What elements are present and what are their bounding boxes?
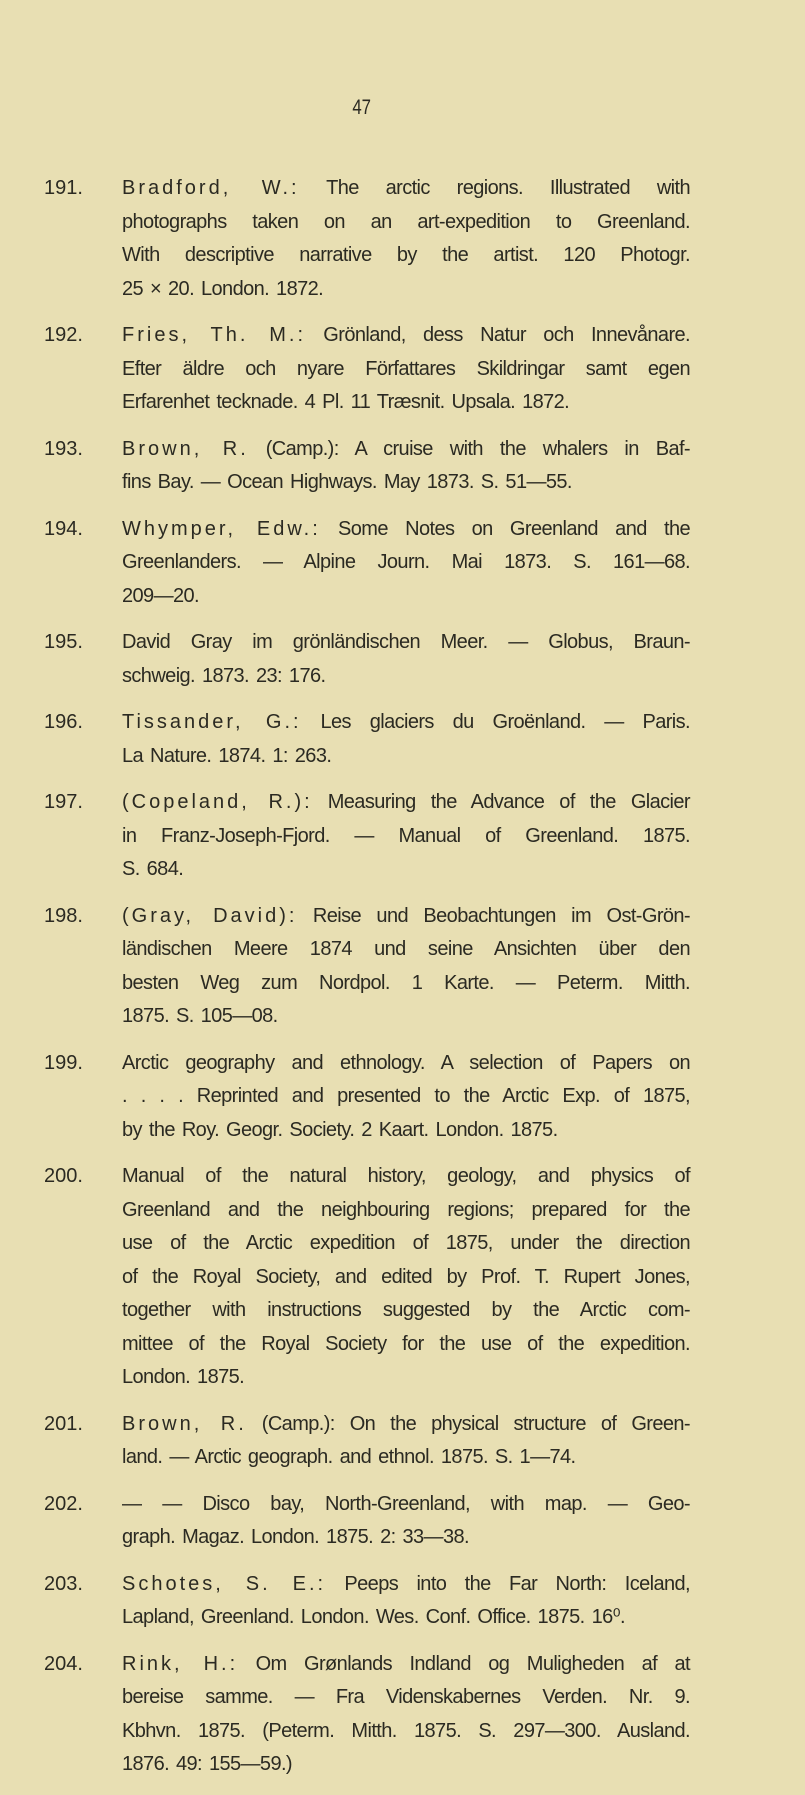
entry-number: 200. (44, 1165, 83, 1187)
entry-number: 192. (44, 324, 83, 346)
entry-line (122, 319, 690, 353)
entry-line (122, 353, 690, 387)
entry-line (122, 1160, 690, 1194)
entry-line (122, 1261, 690, 1295)
entry-text: With descriptive narrative by the artist. 120 Photogr. (122, 244, 690, 266)
entry-author: Rink, H.: (122, 1652, 239, 1675)
entry-text: David Gray im grönländischen Meer. — Globus, Braun- (122, 631, 690, 653)
entry-line (122, 626, 690, 660)
entry-line (122, 1227, 690, 1261)
entry-line (122, 1328, 690, 1362)
bibliography-entry (0, 706, 805, 773)
entry-number: 198. (44, 904, 83, 927)
entry-text: Om Grønlands Indland og Muligheden af at (255, 1652, 690, 1675)
entry-text: land. — Arctic geograph. and ethnol. 1875. S. 1—74. (122, 1446, 576, 1468)
entry-line (122, 706, 690, 740)
entry-text: besten Weg zum Nordpol. 1 Karte. — Peterm. Mitth. (122, 971, 690, 994)
entry-line (122, 386, 690, 420)
entry-number: 197. (44, 791, 83, 813)
entry-number: 194. (44, 517, 83, 540)
entry-text: Greenlanders. — Alpine Journ. Mai 1873. S. 161—68. (122, 551, 690, 573)
bibliography-entry (0, 433, 805, 500)
entry-line (122, 1000, 690, 1034)
entry-text: Some Notes on Greenland and the (338, 517, 690, 540)
entry-text: by the Roy. Geogr. Society. 2 Kaart. London. 1875. (122, 1118, 558, 1141)
entry-text: Les glaciers du Groënland. — Paris. (320, 711, 690, 733)
entry-line (122, 513, 690, 547)
entry-number: 199. (44, 1051, 83, 1074)
entry-text: together with instructions suggested by the Arctic com- (122, 1299, 690, 1321)
entry-line (122, 1715, 690, 1749)
bibliography-entry (0, 1047, 805, 1148)
entry-text: Kbhvn. 1875. (Peterm. Mitth. 1875. S. 297—300. Ausland. (122, 1719, 690, 1742)
entry-author: Fries, Th. M.: (122, 324, 307, 346)
entry-text: Measuring the Advance of the Glacier (327, 791, 690, 813)
entry-text: Arctic geography and ethnology. A selection of Papers on (122, 1051, 690, 1074)
entry-text: La Nature. 1874. 1: 263. (122, 744, 332, 767)
entry-line (122, 786, 690, 820)
entry-text: of the Royal Society, and edited by Prof. T. Rupert Jones, (122, 1265, 690, 1288)
entry-text: . . . . Reprinted and presented to the Arctic Exp. of 1875, (122, 1085, 690, 1107)
entry-text: mittee of the Royal Society for the use of the expedition. (122, 1332, 690, 1355)
entry-line (122, 466, 690, 500)
entry-line (122, 273, 690, 307)
entry-text: Efter äldre och nyare Författares Skildringar samt egen (122, 357, 690, 380)
entry-number: 201. (44, 1412, 83, 1435)
entry-line (122, 1047, 690, 1081)
entry-line (122, 206, 690, 240)
entry-number: 193. (44, 437, 83, 460)
entry-text: bereise samme. — Fra Videnskabernes Verden. Nr. 9. (122, 1686, 690, 1708)
bibliography-entry (0, 900, 805, 1034)
entry-text: 1876. 49: 155—59.) (122, 1753, 292, 1775)
bibliography-list (0, 172, 805, 1795)
entry-text: (Camp.): On the physical structure of Green- (261, 1412, 690, 1435)
entry-author: Tissander, G.: (122, 711, 302, 733)
entry-text: 1875. S. 105—08. (122, 1005, 278, 1027)
entry-number: 203. (44, 1572, 83, 1595)
entry-text: (Camp.): A cruise with the whalers in Baf- (265, 437, 690, 460)
entry-line (122, 433, 690, 467)
entry-line (122, 1748, 690, 1782)
entry-line (122, 1441, 690, 1475)
bibliography-entry (0, 1488, 805, 1555)
entry-author: (Copeland, R.): (122, 791, 313, 813)
entry-text: The arctic regions. Illustrated with (326, 177, 690, 199)
entry-line (122, 1488, 690, 1522)
bibliography-entry (0, 1648, 805, 1782)
entry-text: Reise und Beobachtungen im Ost-Grön- (312, 904, 690, 927)
entry-text: — — Disco bay, North-Greenland, with map. — Geo- (122, 1492, 690, 1515)
entry-line (122, 1568, 690, 1602)
entry-number: 202. (44, 1492, 83, 1515)
entry-line (122, 172, 690, 206)
entry-text: S. 684. (122, 858, 184, 880)
bibliography-entry (0, 513, 805, 614)
entry-line (122, 1080, 690, 1114)
entry-text: graph. Magaz. London. 1875. 2: 33—38. (122, 1526, 469, 1548)
entry-line (122, 1681, 690, 1715)
entry-author: Whymper, Edw.: (122, 517, 321, 540)
entry-text: fins Bay. — Ocean Highways. May 1873. S. 51—55. (122, 471, 572, 493)
bibliography-entry (0, 626, 805, 693)
entry-text: Lapland, Greenland. London. Wes. Conf. Office. 1875. 16⁰. (122, 1606, 625, 1628)
bibliography-entry (0, 1408, 805, 1475)
entry-author: Brown, R. (122, 1412, 247, 1435)
entry-line (122, 239, 690, 273)
entry-line (122, 1648, 690, 1682)
page-number: 47 (352, 96, 372, 119)
entry-line (122, 1408, 690, 1442)
entry-text: Manual of the natural history, geology, and physics of (122, 1165, 690, 1187)
entry-line (122, 660, 690, 694)
entry-text: photographs taken on an art-expedition to Greenland. (122, 210, 690, 233)
entry-line (122, 1601, 690, 1635)
entry-text: schweig. 1873. 23: 176. (122, 664, 326, 687)
entry-line (122, 820, 690, 854)
entry-text: London. 1875. (122, 1366, 245, 1388)
entry-line (122, 1194, 690, 1228)
entry-author: Schotes, S. E.: (122, 1572, 327, 1595)
entry-line (122, 933, 690, 967)
entry-text: ländischen Meere 1874 und seine Ansichten über den (122, 938, 690, 960)
entry-line (122, 900, 690, 934)
entry-line (122, 740, 690, 774)
entry-number: 191. (44, 177, 83, 199)
entry-author: (Gray, David): (122, 904, 298, 927)
entry-line (122, 1294, 690, 1328)
bibliography-entry (0, 1568, 805, 1635)
entry-author: Bradford, W.: (122, 177, 300, 199)
entry-line (122, 580, 690, 614)
entry-line (122, 546, 690, 580)
entry-text: 25 × 20. London. 1872. (122, 277, 324, 300)
entry-text: in Franz-Joseph-Fjord. — Manual of Greenland. 1875. (122, 824, 690, 847)
entry-line (122, 1521, 690, 1555)
bibliography-entry (0, 1160, 805, 1395)
entry-text: Grönland, dess Natur och Innevånare. (323, 324, 690, 346)
bibliography-entry (0, 786, 805, 887)
entry-number: 195. (44, 631, 83, 653)
entry-line (122, 853, 690, 887)
entry-line (122, 1114, 690, 1148)
entry-text: use of the Arctic expedition of 1875, under the direction (122, 1232, 690, 1254)
bibliography-entry (0, 319, 805, 420)
entry-text: 209—20. (122, 584, 199, 607)
entry-text: Erfarenhet tecknade. 4 Pl. 11 Træsnit. Upsala. 1872. (122, 391, 570, 413)
entry-author: Brown, R. (122, 437, 249, 460)
entry-text: Peeps into the Far North: Iceland, (344, 1572, 690, 1595)
entry-number: 204. (44, 1652, 83, 1675)
entry-text: Greenland and the neighbouring regions; prepared for the (122, 1198, 690, 1221)
bibliography-entry (0, 172, 805, 306)
entry-number: 196. (44, 711, 83, 733)
entry-line (122, 967, 690, 1001)
